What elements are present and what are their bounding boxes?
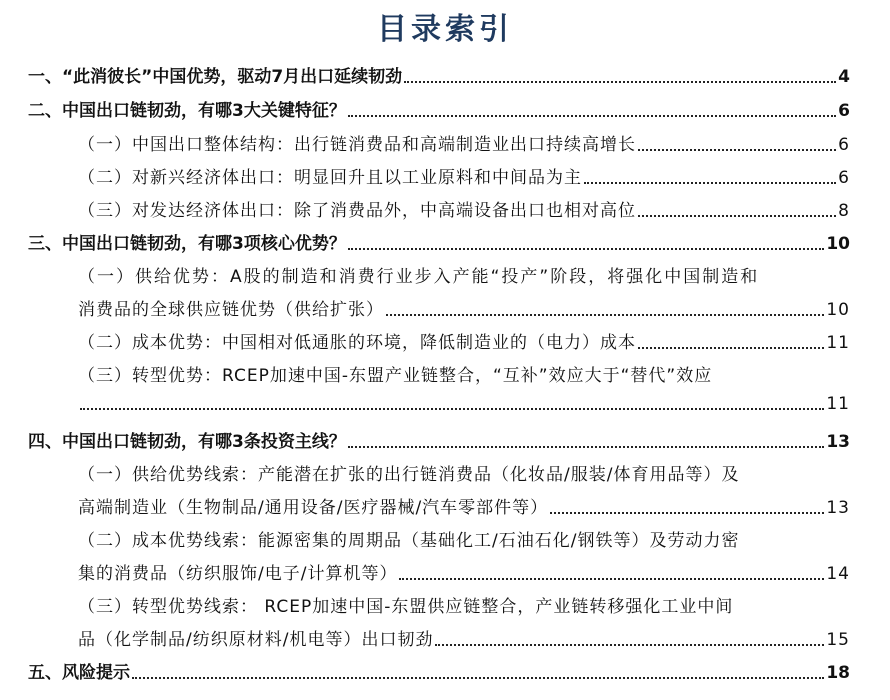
toc-entry-text: 五、风险提示 [28, 663, 130, 683]
toc-entry-text: （一）中国出口整体结构：出行链消费品和高端制造业出口持续高增长 [78, 135, 636, 155]
leader-dots [132, 677, 824, 679]
toc-entry-text: （二）成本优势：中国相对低通胀的环境，降低制造业的（电力）成本 [78, 333, 636, 353]
toc-entry-2-1[interactable] [78, 130, 850, 155]
toc-entry-line2-row [78, 295, 850, 320]
leader-dots [386, 314, 824, 316]
leader-dots [638, 149, 836, 151]
leader-dots [404, 81, 836, 83]
toc-entry-line2-row [78, 493, 850, 518]
toc-entry-text-line2: 集的消费品（纺织服饰/电子/计算机等） [78, 564, 398, 584]
toc-entry-text: （三）对发达经济体出口：除了消费品外，中高端设备出口也相对高位 [78, 201, 636, 221]
leader-dots [348, 248, 825, 250]
toc-entry-text-line1: （一）供给优势线索：产能潜在扩张的出行链消费品（化妆品/服装/体育用品等）及 [78, 465, 740, 485]
toc-page-number: 10 [826, 234, 850, 254]
toc-entry-text: 三、中国出口链韧劲，有哪3项核心优势？ [28, 234, 346, 254]
toc-entry-2[interactable] [28, 96, 850, 121]
leader-dots [348, 115, 836, 117]
leader-dots [638, 215, 836, 217]
toc-entry-text-line1: （二）成本优势线索：能源密集的周期品（基础化工/石油石化/钢铁等）及劳动力密 [78, 531, 740, 551]
toc-page-number: 10 [826, 300, 850, 320]
page-title: 目录索引 [377, 12, 513, 47]
toc-page-number: 14 [826, 564, 850, 584]
toc-page-number: 8 [838, 201, 850, 221]
toc-page-number: 13 [826, 498, 850, 518]
toc-entry-text: 四、中国出口链韧劲，有哪3条投资主线？ [28, 432, 346, 452]
toc-entry-text: （二）对新兴经济体出口：明显回升且以工业原料和中间品为主 [78, 168, 582, 188]
toc-page-number: 11 [826, 333, 850, 353]
toc-page-number: 13 [826, 432, 850, 452]
toc-page-number: 6 [838, 101, 850, 121]
toc-entry-2-3[interactable] [78, 196, 850, 221]
toc-entry-text-line1: （三）转型优势：RCEP加速中国-东盟产业链整合，“互补”效应大于“替代”效应 [78, 366, 713, 386]
toc-entry-text: 二、中国出口链韧劲，有哪3大关键特征？ [28, 101, 346, 121]
leader-dots [638, 347, 824, 349]
leader-dots [399, 578, 824, 580]
toc-page-number: 18 [826, 663, 850, 683]
toc-entry-1[interactable] [28, 62, 850, 87]
toc-entry-3[interactable] [28, 229, 850, 254]
toc-entry-line2-row [78, 394, 850, 414]
toc-entry-3-2[interactable] [78, 328, 850, 353]
leader-dots [80, 408, 824, 410]
toc-entry-text-line1: （一）供给优势：A股的制造和消费行业步入产能“投产”阶段，将强化中国制造和 [78, 267, 760, 287]
toc-entry-text-line2: 消费品的全球供应链优势（供给扩张） [78, 300, 384, 320]
toc-entry-text: 一、“此消彼长”中国优势，驱动7月出口延续韧劲 [28, 67, 403, 87]
toc-entry-line2-row [78, 559, 850, 584]
toc-page-number: 6 [838, 168, 850, 188]
toc-page-number: 6 [838, 135, 850, 155]
toc-entry-text-line2: 高端制造业（生物制品/通用设备/医疗器械/汽车零部件等） [78, 498, 549, 518]
leader-dots [435, 644, 824, 646]
toc-entry-4[interactable] [28, 427, 850, 452]
toc-entry-2-2[interactable] [78, 163, 850, 188]
toc-page-number: 11 [826, 394, 850, 414]
toc-page-number: 15 [826, 630, 850, 650]
toc-entry-5[interactable] [28, 658, 850, 683]
toc-entry-text-line1: （三）转型优势线索： RCEP加速中国-东盟供应链整合，产业链转移强化工业中间 [78, 597, 734, 617]
toc-page-number: 4 [838, 67, 850, 87]
leader-dots [348, 446, 825, 448]
toc-entry-text-line2: 品（化学制品/纺织原材料/机电等）出口韧劲 [78, 630, 434, 650]
leader-dots [584, 182, 836, 184]
toc-entry-line2-row [78, 625, 850, 650]
leader-dots [550, 512, 824, 514]
